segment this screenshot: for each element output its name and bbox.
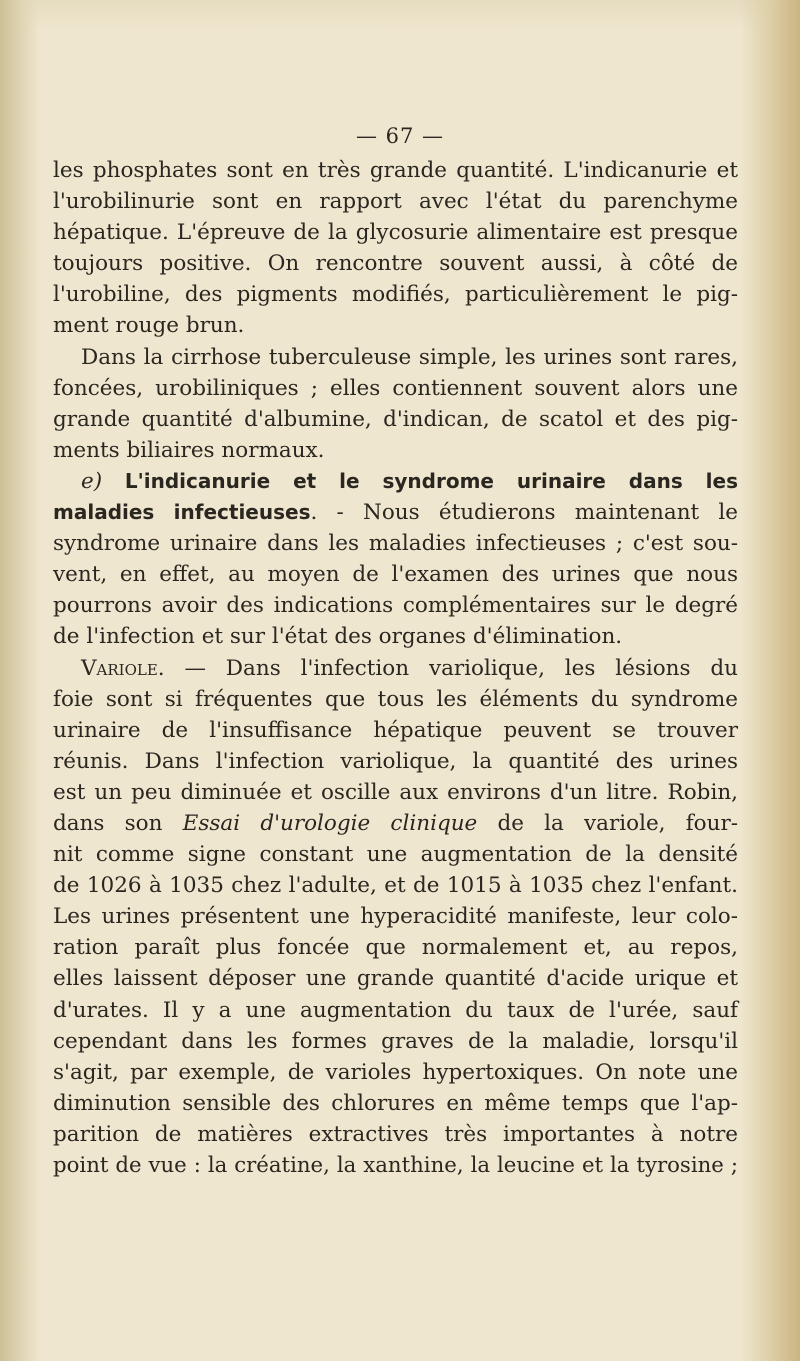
section-heading: L'indicanurie et le syndrome urinaire dans les (124, 468, 738, 493)
text-line: toujours positive. On rencontre souvent aussi, à côté de (53, 251, 738, 277)
section-heading-line (53, 466, 738, 497)
text-line: les phosphates sont en très grande quantité. L'indicanurie et (53, 158, 738, 183)
text-line: de l'infection et sur l'état des organes d'élimination. (53, 624, 623, 650)
text-line: parition de matières extractives très importantes à notre (53, 1121, 738, 1147)
page-edge-left (0, 0, 40, 1361)
text-line: est un peu diminuée et oscille aux environs d'un litre. Robin, (53, 779, 738, 805)
text-line: ment rouge brun. (53, 313, 245, 339)
text-line: grande quantité d'albumine, d'indican, de scatol et des pig- (53, 406, 738, 432)
subsection-heading-line: Variole. — Dans l'infection variolique, les lésions du (81, 655, 738, 681)
subsection-heading: Variole. (81, 655, 165, 681)
text-line: Les urines présentent une hyperacidité manifeste, leur colo- (53, 904, 738, 930)
section-heading-line: maladies infectieuses. - Nous étudierons maintenant le (53, 500, 738, 526)
page-number: — 67 — (355, 124, 445, 148)
section-heading-continued: maladies infectieuses (53, 500, 311, 525)
text-line: syndrome urinaire dans les maladies infectieuses ; c'est sou- (53, 531, 738, 557)
page-edge-right (740, 0, 800, 1361)
paragraph-start-line: Dans la cirrhose tuberculeuse simple, les urines sont rares, (81, 344, 738, 370)
text-line: diminution sensible des chlorures en même temps que l'ap- (53, 1090, 738, 1116)
text-line: l'urobilinurie sont en rapport avec l'état du parenchyme (53, 189, 738, 215)
text-line: vent, en effet, au moyen de l'examen des urines que nous (53, 562, 738, 588)
text-line: elles laissent déposer une grande quantité d'acide urique et (53, 966, 738, 992)
text-line: d'urates. Il y a une augmentation du taux de l'urée, sauf (53, 997, 738, 1023)
text-line: pourrons avoir des indications complémentaires sur le degré (53, 593, 738, 619)
text-line: foncées, urobiliniques ; elles contiennent souvent alors une (53, 375, 738, 401)
text-line: hépatique. L'épreuve de la glycosurie alimentaire est presque (53, 220, 738, 246)
text-line: ration paraît plus foncée que normalement et, au repos, (53, 935, 738, 961)
text-line: urinaire de l'insuffisance hépatique peuvent se trouver (53, 717, 738, 743)
text-line: de 1026 à 1035 chez l'adulte, et de 1015 à 1035 chez l'enfant. (53, 873, 738, 899)
page-edge-top (0, 0, 800, 30)
text-line: l'urobiline, des pigments modifiés, particulièrement le pig- (53, 282, 738, 308)
text-line: cependant dans les formes graves de la maladie, lorsqu'il (53, 1028, 738, 1054)
text-line: nit comme signe constant une augmentation de la densité (53, 842, 738, 868)
body-text (53, 155, 738, 1181)
book-title: Essai d'urologie clinique (182, 810, 478, 836)
text-line: point de vue : la créatine, la xanthine, la leucine et la tyrosine ; (53, 1153, 738, 1178)
text-line: ments biliaires normaux. (53, 437, 325, 463)
section-letter: e) (81, 468, 125, 494)
text-line: foie sont si fréquentes que tous les éléments du syndrome (53, 686, 738, 712)
text-line: réunis. Dans l'infection variolique, la quantité des urines (53, 748, 738, 774)
text-line: dans son Essai d'urologie clinique de la variole, four- (53, 810, 738, 836)
text-line: s'agit, par exemple, de varioles hypertoxiques. On note une (53, 1059, 738, 1085)
